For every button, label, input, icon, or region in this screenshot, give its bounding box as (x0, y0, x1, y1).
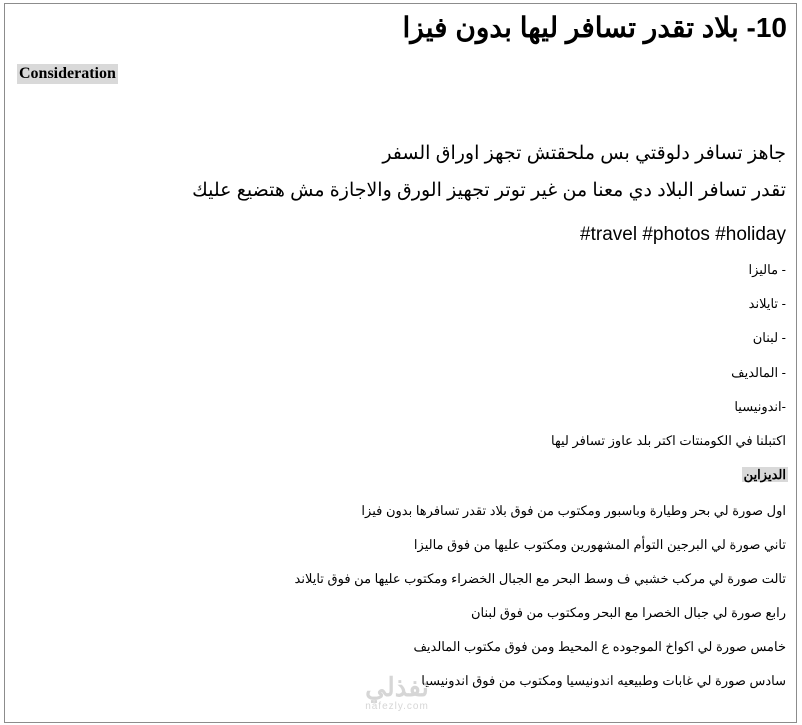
design-label-text: الديزاين (743, 467, 786, 482)
design-line-4: رابع صورة لي جبال الخصرا مع البحر ومكتوب من فوق لبنان (470, 605, 786, 620)
design-section-label (742, 466, 788, 484)
page-title: 10- بلاد تقدر تسافر ليها بدون فيزا (402, 12, 787, 43)
watermark-brand: نفذلي (365, 672, 429, 702)
comment-cta: اكتبلنا في الكومنتات اكتر بلد عاوز تسافر ليها (551, 433, 786, 448)
country-item-malaysia: - ماليزا (748, 262, 786, 277)
country-item-lebanon: - لبنان (752, 330, 786, 345)
intro-line-2: تقدر تسافر البلاد دي معنا من غير توتر تجهيز الورق والاجازة مش هتضيع عليك (192, 180, 786, 201)
watermark-site: nafezly.com (365, 701, 429, 712)
design-line-1: اول صورة لي بحر وطيارة وباسبور ومكتوب من فوق بلاد تقدر تسافرها بدون فيزا (361, 503, 786, 518)
design-line-2: تاني صورة لي البرجين التوأم المشهورين ومكتوب عليها من فوق ماليزا (413, 537, 786, 552)
intro-line-1: جاهز تسافر دلوقتي بس ملحقتش تجهز اوراق السفر (382, 143, 786, 164)
country-item-maldives: - المالديف (731, 365, 786, 380)
design-line-5: خامس صورة لي اكواخ الموجوده ع المحيط ومن فوق مكتوب المالديف (413, 639, 786, 654)
design-line-6: سادس صورة لي غابات وطبيعيه اندونيسيا ومكتوب من فوق اندونيسيا (421, 673, 786, 688)
country-item-indonesia: -اندونيسيا (734, 399, 786, 414)
consideration-label: Consideration (19, 65, 116, 82)
design-line-3: تالت صورة لي مركب خشبي ف وسط البحر مع الجبال الخضراء ومكتوب عليها من فوق تايلاند (294, 571, 786, 586)
country-item-thailand: - تايلاند (748, 296, 786, 311)
hashtags: #travel #photos #holiday (580, 224, 786, 245)
